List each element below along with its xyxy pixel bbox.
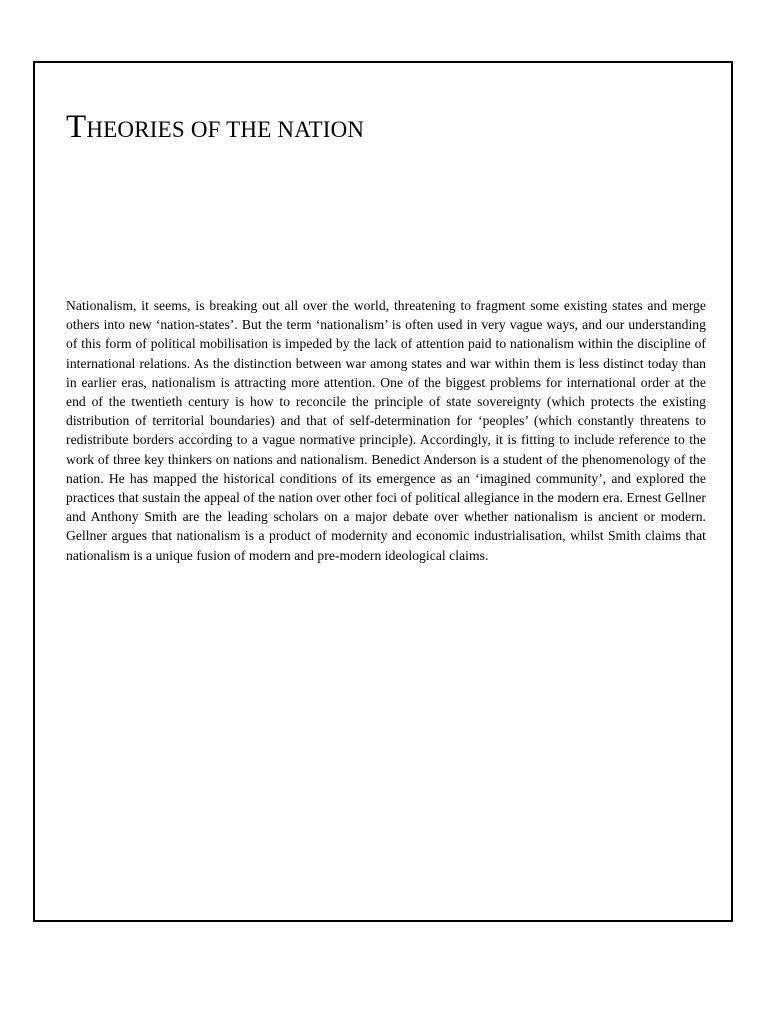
page-title [66, 111, 364, 144]
page-border [33, 61, 733, 922]
title-text: HEORIES OF THE NATION [86, 117, 365, 142]
body-paragraph: Nationalism, it seems, is breaking out all over the world, threatening to fragment some existing states and merge others into new ‘nation-states’. But the term ‘nationalism’ is often used in very vague ways, and our understanding of this form of political mobilisation is impeded by the lack of attention paid to nationalism within the discipline of international relations. As the distinction between war among states and war within them is less distinct today than in earlier eras, nationalism is attracting more attention. One of the biggest problems for international order at the end of the twentieth century is how to reconcile the principle of state sovereignty (which protects the existing distribution of territorial boundaries) and that of self-determination for ‘peoples’ (which constantly threatens to redistribute borders according to a vague normative principle). Accordingly, it is fitting to include reference to the work of three key thinkers on nations and nationalism. Benedict Anderson is a student of the phenomenology of the nation. He has mapped the historical conditions of its emergence as an ‘imagined community’, and explored the practices that sustain the appeal of the nation over other foci of political allegiance in the modern era. Ernest Gellner and Anthony Smith are the leading scholars on a major debate over whether nationalism is ancient or modern. Gellner argues that nationalism is a product of modernity and economic industrialisation, whilst Smith claims that nationalism is a unique fusion of modern and pre-modern ideological claims. [66, 298, 706, 563]
title-initial-letter: T [66, 109, 87, 145]
